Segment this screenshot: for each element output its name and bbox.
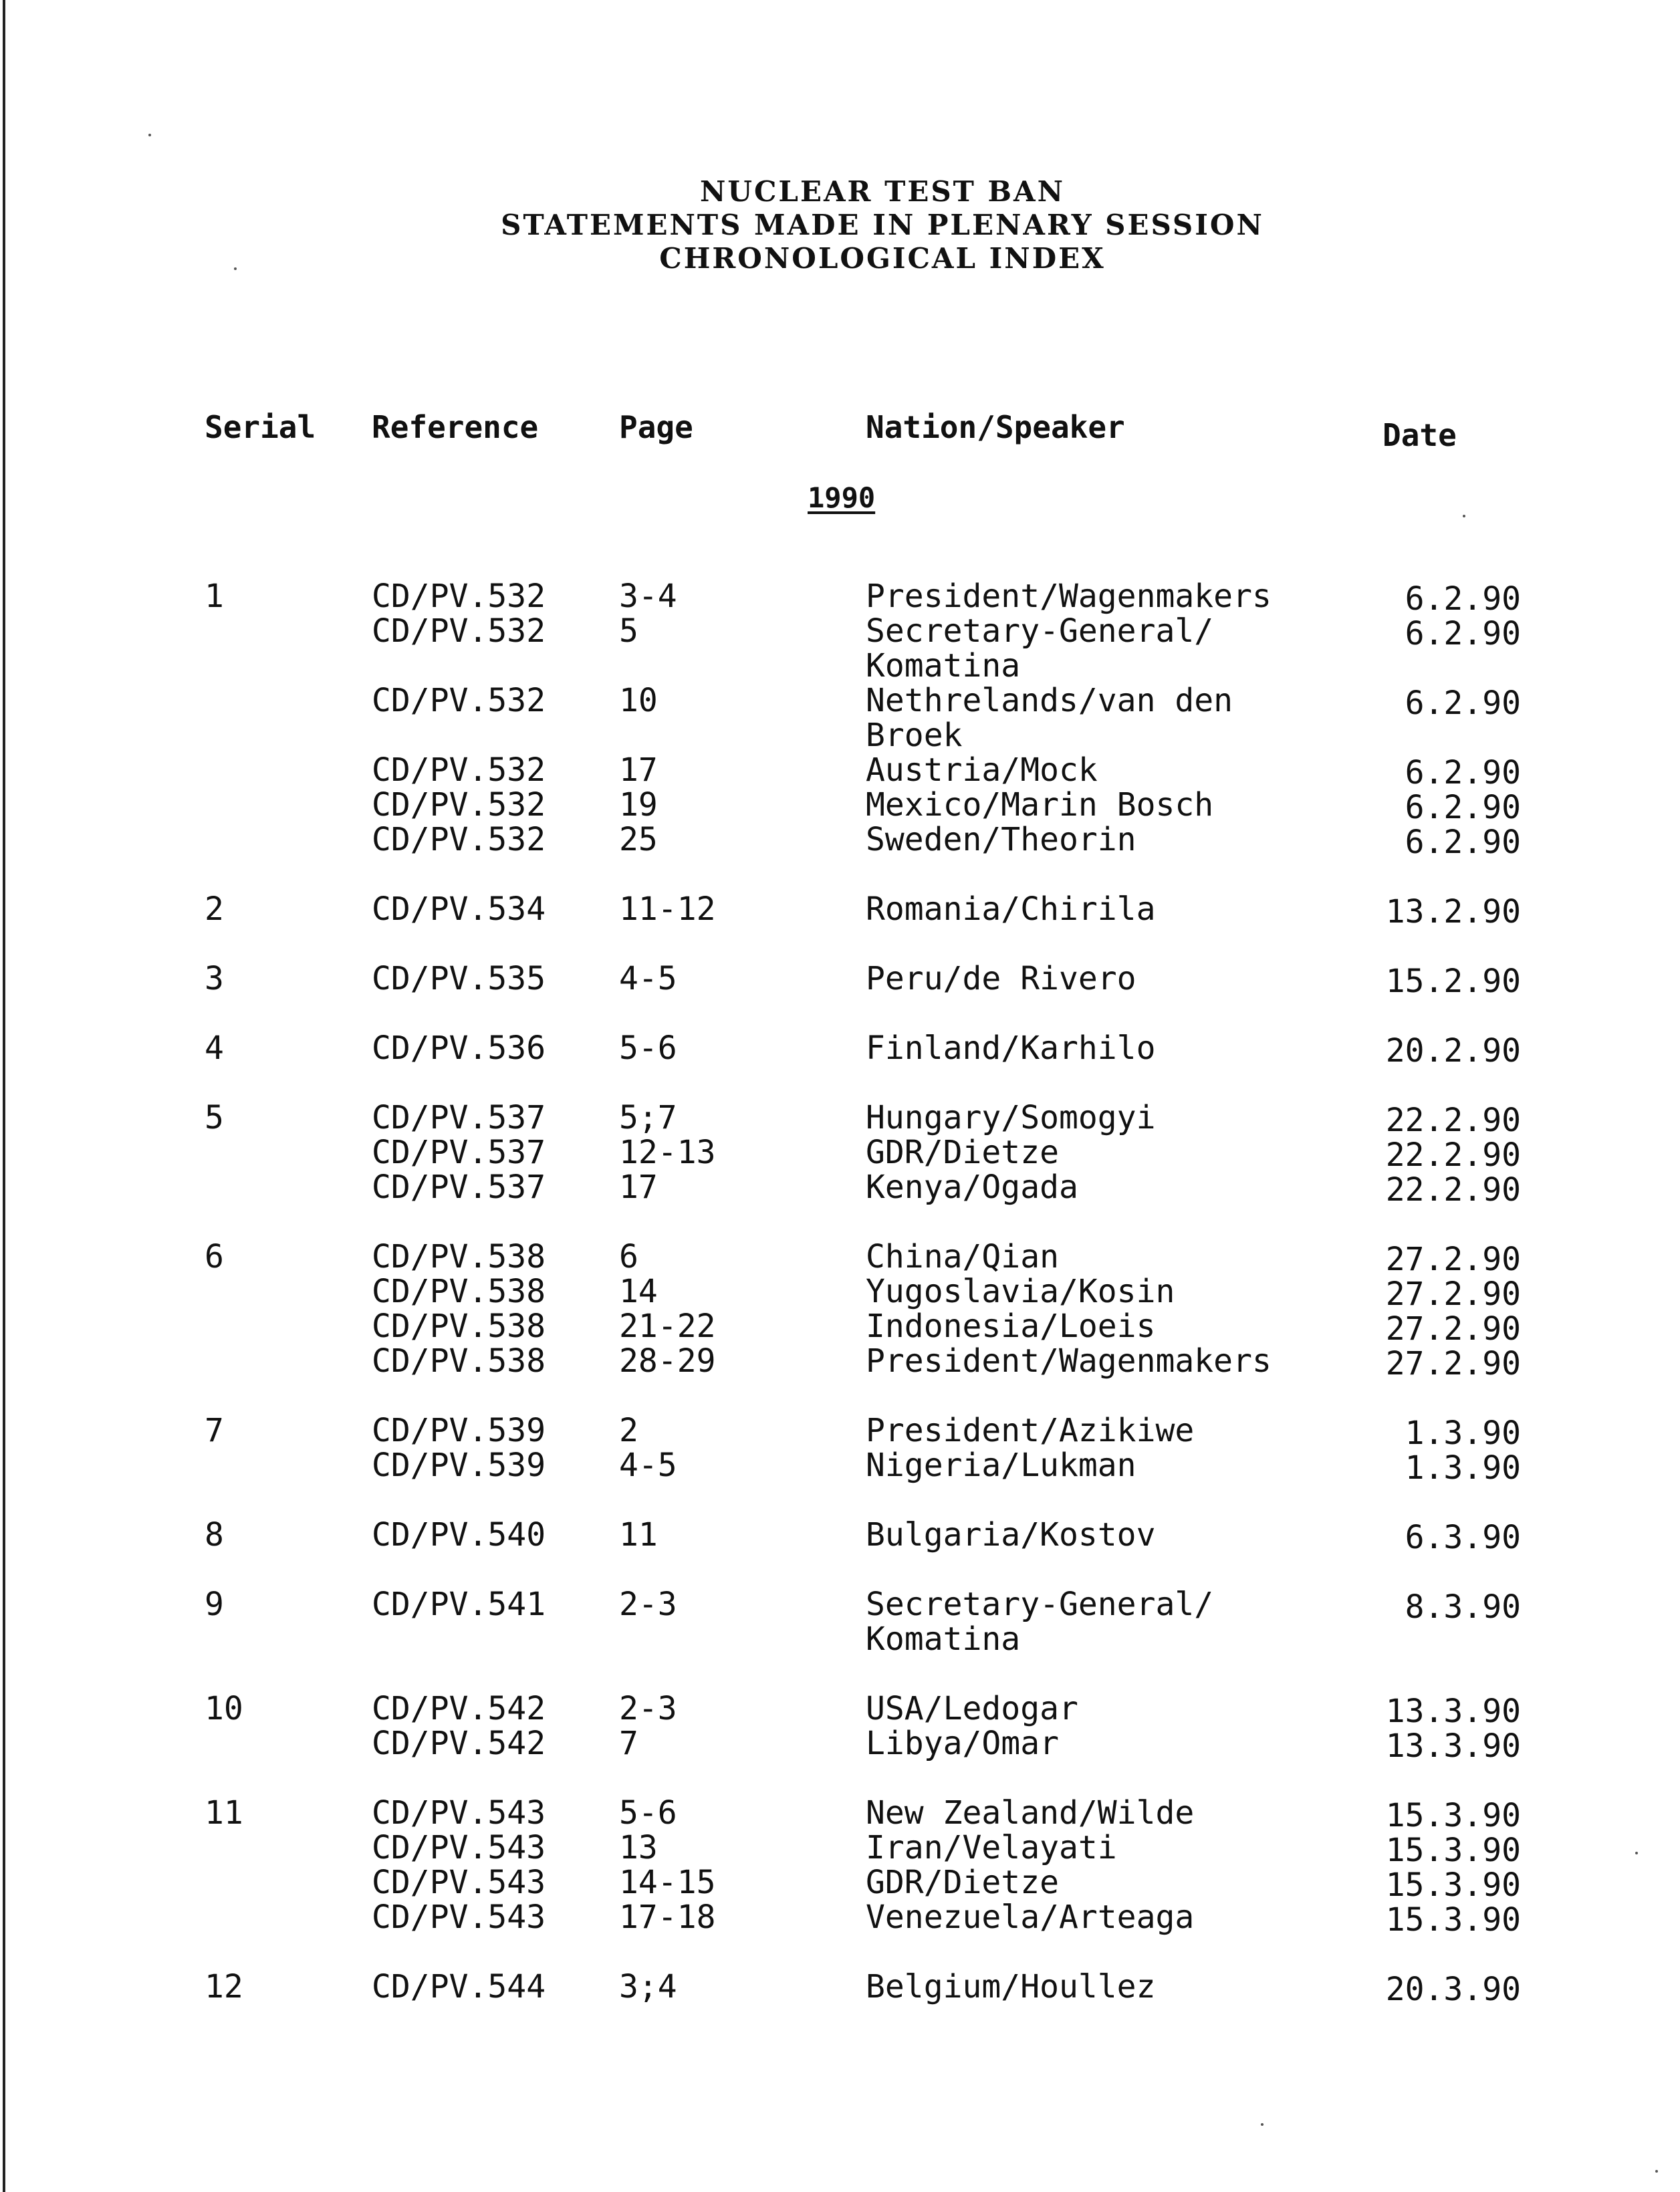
scan-speck (1655, 2170, 1658, 2173)
header-page: Page (619, 409, 693, 445)
table-row (0, 1516, 1680, 1556)
reference-cell: CD/PV.537 (372, 1099, 546, 1136)
nation-speaker-cell: Kenya/Ogada (866, 1169, 1078, 1206)
reference-cell: CD/PV.541 (372, 1586, 546, 1623)
reference-cell: CD/PV.543 (372, 1864, 546, 1901)
date-cell: 1.3.90 (1405, 1449, 1521, 1487)
reference-cell: CD/PV.538 (372, 1238, 546, 1275)
nation-speaker-cell: GDR/Dietze (866, 1864, 1059, 1901)
page-cell: 2 (619, 1412, 638, 1449)
reference-cell: CD/PV.538 (372, 1308, 546, 1345)
table-row (0, 1829, 1680, 1869)
nation-speaker-cell: Bulgaria/Kostov (866, 1516, 1156, 1554)
table-row (0, 1238, 1680, 1278)
index-table (0, 578, 1680, 2008)
page-cell: 5 (619, 612, 638, 650)
date-cell: 20.2.90 (1385, 1032, 1521, 1070)
scan-speck (1463, 515, 1465, 517)
page-cell: 14 (619, 1273, 658, 1310)
nation-speaker-cell: President/Wagenmakers (866, 1342, 1272, 1380)
page-cell: 12-13 (619, 1134, 716, 1171)
nation-speaker-cell: Libya/Omar (866, 1725, 1059, 1762)
nation-speaker-cell: President/Wagenmakers (866, 578, 1272, 615)
serial-cell: 6 (205, 1238, 224, 1275)
date-cell: 15.3.90 (1385, 1901, 1521, 1939)
nation-speaker-cell: Secretary-General/ Komatina (866, 612, 1214, 685)
nation-speaker-cell: GDR/Dietze (866, 1134, 1059, 1171)
table-row (0, 1725, 1680, 1765)
table-row (0, 890, 1680, 931)
table-row (0, 751, 1680, 791)
serial-cell: 12 (205, 1968, 243, 2005)
table-row (0, 1899, 1680, 1939)
nation-speaker-cell: New Zealand/Wilde (866, 1794, 1195, 1832)
table-row (0, 1412, 1680, 1452)
date-cell: 27.2.90 (1385, 1310, 1521, 1348)
page-cell: 11-12 (619, 890, 716, 928)
reference-cell: CD/PV.534 (372, 890, 546, 928)
reference-cell: CD/PV.540 (372, 1516, 546, 1554)
date-cell: 22.2.90 (1385, 1102, 1521, 1139)
table-row (0, 614, 1680, 683)
date-cell: 27.2.90 (1385, 1345, 1521, 1382)
nation-speaker-cell: President/Azikiwe (866, 1412, 1195, 1449)
reference-cell: CD/PV.535 (372, 960, 546, 997)
reference-cell: CD/PV.532 (372, 821, 546, 858)
document-title (0, 175, 1680, 275)
serial-cell: 2 (205, 890, 224, 928)
serial-cell: 3 (205, 960, 224, 997)
table-row (0, 1308, 1680, 1348)
table-row (0, 1794, 1680, 1834)
header-nation-speaker: Nation/Speaker (866, 409, 1125, 445)
page-cell: 17-18 (619, 1899, 716, 1936)
page-cell: 5-6 (619, 1029, 677, 1067)
date-cell: 6.2.90 (1405, 685, 1521, 722)
table-row (0, 1587, 1680, 1657)
reference-cell: CD/PV.532 (372, 578, 546, 615)
reference-cell: CD/PV.538 (372, 1342, 546, 1380)
serial-cell: 7 (205, 1412, 224, 1449)
serial-cell: 4 (205, 1029, 224, 1067)
page-cell: 11 (619, 1516, 658, 1554)
page-cell: 5-6 (619, 1794, 677, 1832)
page-cell: 25 (619, 821, 658, 858)
date-cell: 15.3.90 (1385, 1832, 1521, 1869)
nation-speaker-cell: Mexico/Marin Bosch (866, 786, 1214, 824)
nation-speaker-cell: Iran/Velayati (866, 1829, 1117, 1866)
table-row (0, 683, 1680, 753)
date-cell: 6.2.90 (1405, 824, 1521, 861)
page-cell: 21-22 (619, 1308, 716, 1345)
serial-cell: 10 (205, 1690, 243, 1727)
page-cell: 2-3 (619, 1586, 677, 1623)
table-row (0, 1273, 1680, 1313)
reference-cell: CD/PV.539 (372, 1412, 546, 1449)
page-cell: 7 (619, 1725, 638, 1762)
page-cell: 13 (619, 1829, 658, 1866)
title-line-1: NUCLEAR TEST BAN (699, 175, 1066, 208)
date-cell: 6.2.90 (1405, 789, 1521, 826)
reference-cell: CD/PV.543 (372, 1794, 546, 1832)
nation-speaker-cell: Belgium/Houllez (866, 1968, 1156, 2005)
nation-speaker-cell: Indonesia/Loeis (866, 1308, 1156, 1345)
reference-cell: CD/PV.537 (372, 1134, 546, 1171)
date-cell: 22.2.90 (1385, 1136, 1521, 1174)
date-cell: 8.3.90 (1405, 1588, 1521, 1626)
reference-cell: CD/PV.537 (372, 1169, 546, 1206)
date-cell: 20.3.90 (1385, 1971, 1521, 2008)
table-row (0, 1099, 1680, 1139)
nation-speaker-cell: Yugoslavia/Kosin (866, 1273, 1175, 1310)
serial-cell: 9 (205, 1586, 224, 1623)
page-cell: 5;7 (619, 1099, 677, 1136)
table-row (0, 1864, 1680, 1904)
nation-speaker-cell: Finland/Karhilo (866, 1029, 1156, 1067)
date-cell: 6.2.90 (1405, 615, 1521, 652)
date-cell: 6.3.90 (1405, 1519, 1521, 1556)
date-cell: 6.2.90 (1405, 580, 1521, 618)
table-row (0, 1690, 1680, 1730)
page-cell: 3;4 (619, 1968, 677, 2005)
date-cell: 15.3.90 (1385, 1866, 1521, 1904)
page-cell: 17 (619, 1169, 658, 1206)
reference-cell: CD/PV.532 (372, 682, 546, 719)
table-row (0, 1134, 1680, 1174)
title-line-2: STATEMENTS MADE IN PLENARY SESSION (501, 209, 1264, 241)
page-cell: 17 (619, 751, 658, 789)
serial-cell: 8 (205, 1516, 224, 1554)
nation-speaker-cell: Peru/de Rivero (866, 960, 1136, 997)
date-cell: 6.2.90 (1405, 754, 1521, 791)
reference-cell: CD/PV.532 (372, 612, 546, 650)
scan-speck (148, 134, 151, 136)
reference-cell: CD/PV.543 (372, 1899, 546, 1936)
nation-speaker-cell: USA/Ledogar (866, 1690, 1078, 1727)
date-cell: 13.2.90 (1385, 893, 1521, 931)
scan-speck (234, 267, 237, 270)
reference-cell: CD/PV.542 (372, 1690, 546, 1727)
reference-cell: CD/PV.532 (372, 751, 546, 789)
reference-cell: CD/PV.536 (372, 1029, 546, 1067)
date-cell: 15.2.90 (1385, 963, 1521, 1000)
nation-speaker-cell: Hungary/Somogyi (866, 1099, 1156, 1136)
reference-cell: CD/PV.539 (372, 1447, 546, 1484)
table-row (0, 1968, 1680, 2008)
reference-cell: CD/PV.542 (372, 1725, 546, 1762)
page-cell: 4-5 (619, 960, 677, 997)
serial-cell: 5 (205, 1099, 224, 1136)
nation-speaker-cell: Nigeria/Lukman (866, 1447, 1136, 1484)
table-row (0, 1029, 1680, 1070)
table-row (0, 578, 1680, 618)
page-cell: 4-5 (619, 1447, 677, 1484)
table-row (0, 1169, 1680, 1209)
table-row (0, 821, 1680, 861)
date-cell: 27.2.90 (1385, 1275, 1521, 1313)
nation-speaker-cell: Austria/Mock (866, 751, 1098, 789)
scan-speck (1635, 1852, 1638, 1854)
date-cell: 1.3.90 (1405, 1415, 1521, 1452)
date-cell: 27.2.90 (1385, 1241, 1521, 1278)
serial-cell: 11 (205, 1794, 243, 1832)
reference-cell: CD/PV.543 (372, 1829, 546, 1866)
reference-cell: CD/PV.544 (372, 1968, 546, 2005)
nation-speaker-cell: Romania/Chirila (866, 890, 1156, 928)
reference-cell: CD/PV.538 (372, 1273, 546, 1310)
page-cell: 10 (619, 682, 658, 719)
title-line-3: CHRONOLOGICAL INDEX (659, 242, 1106, 275)
page-cell: 3-4 (619, 578, 677, 615)
nation-speaker-cell: China/Qian (866, 1238, 1059, 1275)
serial-cell: 1 (205, 578, 224, 615)
nation-speaker-cell: Nethrelands/van den Broek (866, 682, 1233, 754)
nation-speaker-cell: Sweden/Theorin (866, 821, 1136, 858)
nation-speaker-cell: Secretary-General/ Komatina (866, 1586, 1214, 1658)
date-cell: 15.3.90 (1385, 1797, 1521, 1834)
date-cell: 13.3.90 (1385, 1693, 1521, 1730)
table-row (0, 1447, 1680, 1487)
page-cell: 2-3 (619, 1690, 677, 1727)
header-serial: Serial (205, 409, 316, 445)
page-cell: 14-15 (619, 1864, 716, 1901)
table-row (0, 960, 1680, 1000)
year-heading: 1990 (808, 481, 876, 514)
table-row (0, 786, 1680, 826)
scan-speck (1261, 2123, 1264, 2126)
page-cell: 19 (619, 786, 658, 824)
page-cell: 28-29 (619, 1342, 716, 1380)
header-reference: Reference (372, 409, 539, 445)
page-cell: 6 (619, 1238, 638, 1275)
reference-cell: CD/PV.532 (372, 786, 546, 824)
date-cell: 13.3.90 (1385, 1727, 1521, 1765)
header-date: Date (1383, 417, 1457, 453)
table-row (0, 1342, 1680, 1382)
nation-speaker-cell: Venezuela/Arteaga (866, 1899, 1195, 1936)
date-cell: 22.2.90 (1385, 1171, 1521, 1209)
